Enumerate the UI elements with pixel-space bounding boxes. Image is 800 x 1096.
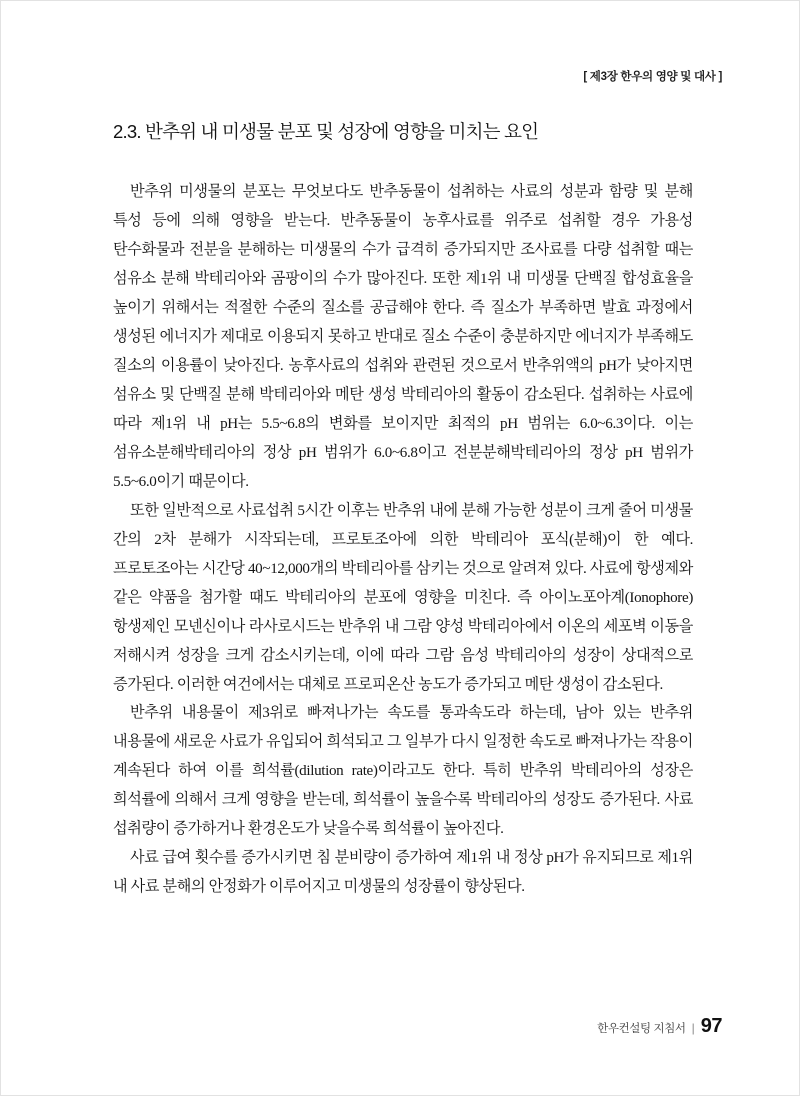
body-paragraph: 또한 일반적으로 사료섭취 5시간 이후는 반추위 내에 분해 가능한 성분이 크게 줄어 미생물 간의 2차 분해가 시작되는데, 프로토조아에 의한 박테리아 포식(분해)이 한 예다. 프로토조아는 시간당 40~12,000개의 박테리아를 삼키는 것으로 알려져 있다. 사료에 항생제와 같은 약품을 첨가할 때도 박테리아의 분포에 영향을 미친다. 즉 아이노포아계(Ionophore) 항생제인 모넨신이나 라사로시드는 반추위 내 그람 양성 박테리아에서 이온의 세포벽 이동을 저해시켜 성장을 크게 감소시키는데, 이에 따라 그람 음성 박테리아의 성장이 상대적으로 증가된다. 이러한 여건에서는 대체로 프로피온산 농도가 증가되고 메탄 생성이 감소된다. <box>113 502 693 693</box>
page-number: 97 <box>700 1015 722 1037</box>
running-header-chapter: [ 제3장 한우의 영양 및 대사 ] <box>583 71 722 83</box>
body-paragraph: 반추위 내용물이 제3위로 빠져나가는 속도를 통과속도라 하는데, 남아 있는 반추위 내용물에 새로운 사료가 유입되어 희석되고 그 일부가 다시 일정한 속도로 빠져나가는 작용이 계속된다 하여 이를 희석률(dilution rate)이라고도 한다. 특히 반추위 박테리아의 성장은 희석률에 의해서 크게 영향을 받는데, 희석률이 높을수록 박테리아의 성장도 증가된다. 사료 섭취량이 증가하거나 환경온도가 낮을수록 희석률이 높아진다. <box>113 705 693 838</box>
footer-separator: | <box>691 1021 695 1035</box>
footer-book-title: 한우컨설팅 지침서 <box>597 1023 686 1035</box>
page-content <box>113 120 693 902</box>
body-paragraph: 반추위 미생물의 분포는 무엇보다도 반추동물이 섭취하는 사료의 성분과 함량 및 분해 특성 등에 의해 영향을 받는다. 반추동물이 농후사료를 위주로 섭취할 경우 가용성 탄수화물과 전분을 분해하는 미생물의 수가 급격히 증가되지만 조사료를 다량 섭취할 때는 섬유소 분해 박테리아와 곰팡이의 수가 많아진다. 또한 제1위 내 미생물 단백질 합성효율을 높이기 위해서는 적절한 수준의 질소를 공급해야 한다. 즉 질소가 부족하면 발효 과정에서 생성된 에너지가 제대로 이용되지 못하고 반대로 질소 수준이 충분하지만 에너지가 부족해도 질소의 이용률이 낮아진다. 농후사료의 섭취와 관련된 것으로서 반추위액의 pH가 낮아지면 섬유소 및 단백질 분해 박테리아와 메탄 생성 박테리아의 활동이 감소된다. 섭취하는 사료에 따라 제1위 내 pH는 5.5~6.8의 변화를 보이지만 최적의 pH 범위는 6.0~6.3이다. 이는 섬유소분해박테리아의 정상 pH 범위가 6.0~6.8이고 전분분해박테리아의 정상 pH 범위가 5.5~6.0이기 때문이다. <box>113 184 693 490</box>
page-footer <box>597 1015 722 1038</box>
body-paragraph: 사료 급여 횟수를 증가시키면 침 분비량이 증가하여 제1위 내 정상 pH가 유지되므로 제1위 내 사료 분해의 안정화가 이루어지고 미생물의 성장률이 향상된다. <box>113 850 693 896</box>
section-heading: 2.3. 반추위 내 미생물 분포 및 성장에 영향을 미치는 요인 <box>113 121 539 142</box>
